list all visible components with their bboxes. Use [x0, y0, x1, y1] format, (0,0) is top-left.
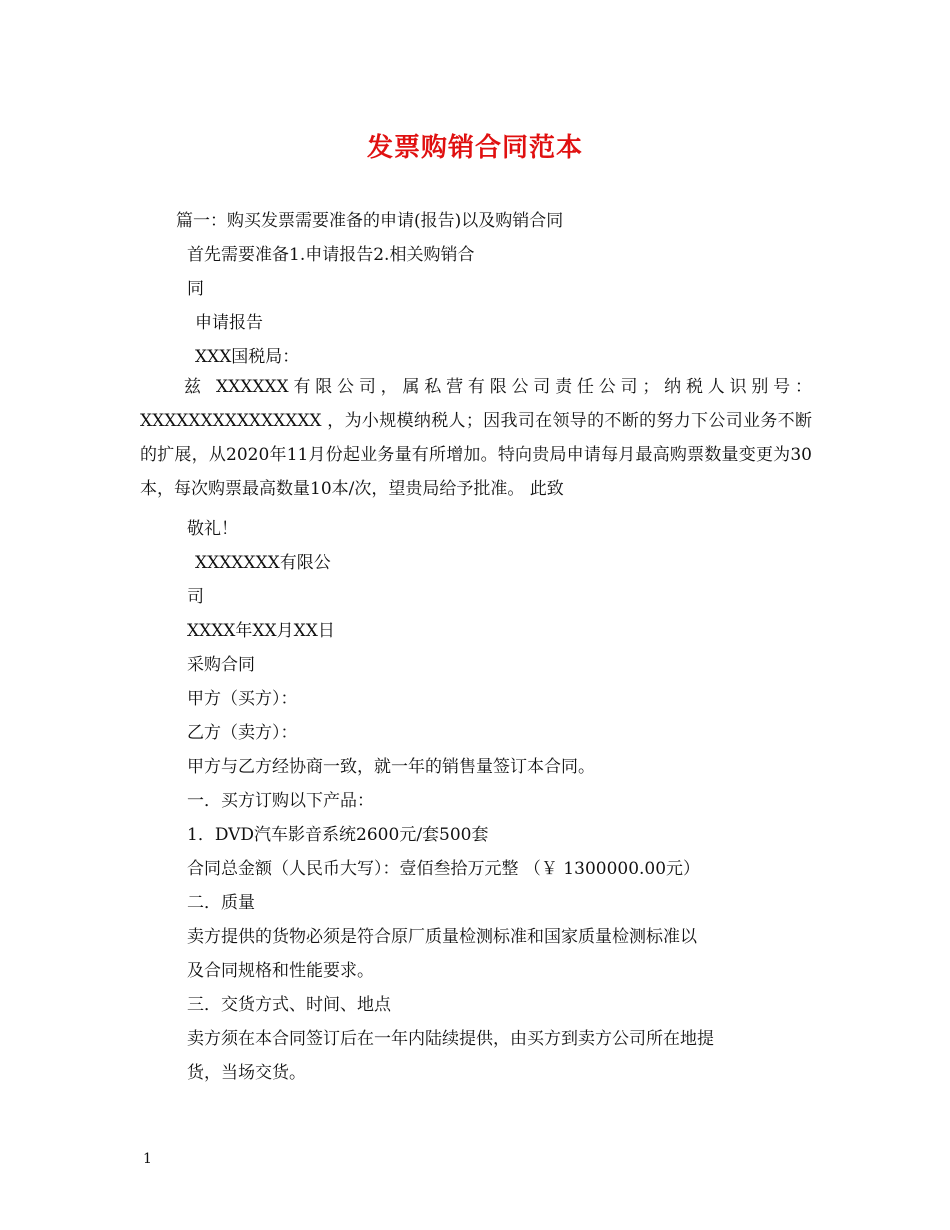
- text-line-delivery: 卖方须在本合同签订后在一年内陆续提供，由买方到卖方公司所在地提: [187, 1029, 714, 1049]
- document-title: 发票购销合同范本: [366, 133, 583, 163]
- page-number: 1: [143, 1151, 152, 1167]
- text-line-clause-2-heading: 二．质量: [187, 893, 255, 913]
- text-line-contract-title: 采购合同: [187, 655, 255, 675]
- text-line-clause-1-heading: 一．买方订购以下产品：: [187, 791, 374, 811]
- text-line-quality: 卖方提供的货物必须是符合原厂质量检测标准和国家质量检测标准以: [187, 927, 697, 947]
- text-line-party-b: 乙方（卖方）：: [187, 723, 298, 743]
- text-line-company-signature-cont: 司: [187, 587, 204, 607]
- text-line-product: 1．DVD汽车影音系统2600元/套500套: [187, 825, 489, 845]
- text-line-preparation-cont: 同: [187, 279, 204, 299]
- text-line-party-a: 甲方（买方）：: [187, 689, 298, 709]
- text-line-report-title: 申请报告: [195, 313, 263, 333]
- text-line-quality-cont: 及合同规格和性能要求。: [187, 961, 374, 981]
- text-line-total-amount: 合同总金额（人民币大写）：壹佰叁拾万元整 （￥ 1300000.00元）: [187, 859, 701, 879]
- text-line-clause-3-heading: 三．交货方式、时间、地点: [187, 995, 391, 1015]
- text-line-agreement: 甲方与乙方经协商一致，就一年的销售量签订本合同。: [187, 757, 595, 777]
- text-line-preparation: 首先需要准备1.申请报告2.相关购销合: [187, 245, 475, 265]
- text-line-salutation: 敬礼！: [187, 519, 238, 539]
- text-line-company-signature: XXXXXXX有限公: [195, 553, 331, 573]
- text-line-addressee: XXX国税局：: [195, 347, 300, 367]
- text-line-date: XXXX年XX月XX日: [187, 621, 335, 641]
- text-line-section-heading: 篇一：购买发票需要准备的申请(报告)以及购销合同: [176, 211, 564, 231]
- application-paragraph: 兹 XXXXXX有限公司，属私营有限公司责任公司；纳税人识别号：XXXXXXXXXXXXXXX ，为小规模纳税人；因我司在领导的不断的努力下公司业务不断的扩展，从2020年11月份起业务量有所增加。特向贵局申请每月最高购票数量变更为30本，每次购票最高数量10本/次，望贵局给予批准。 此致: [140, 377, 812, 499]
- text-line-delivery-cont: 货，当场交货。: [187, 1063, 306, 1083]
